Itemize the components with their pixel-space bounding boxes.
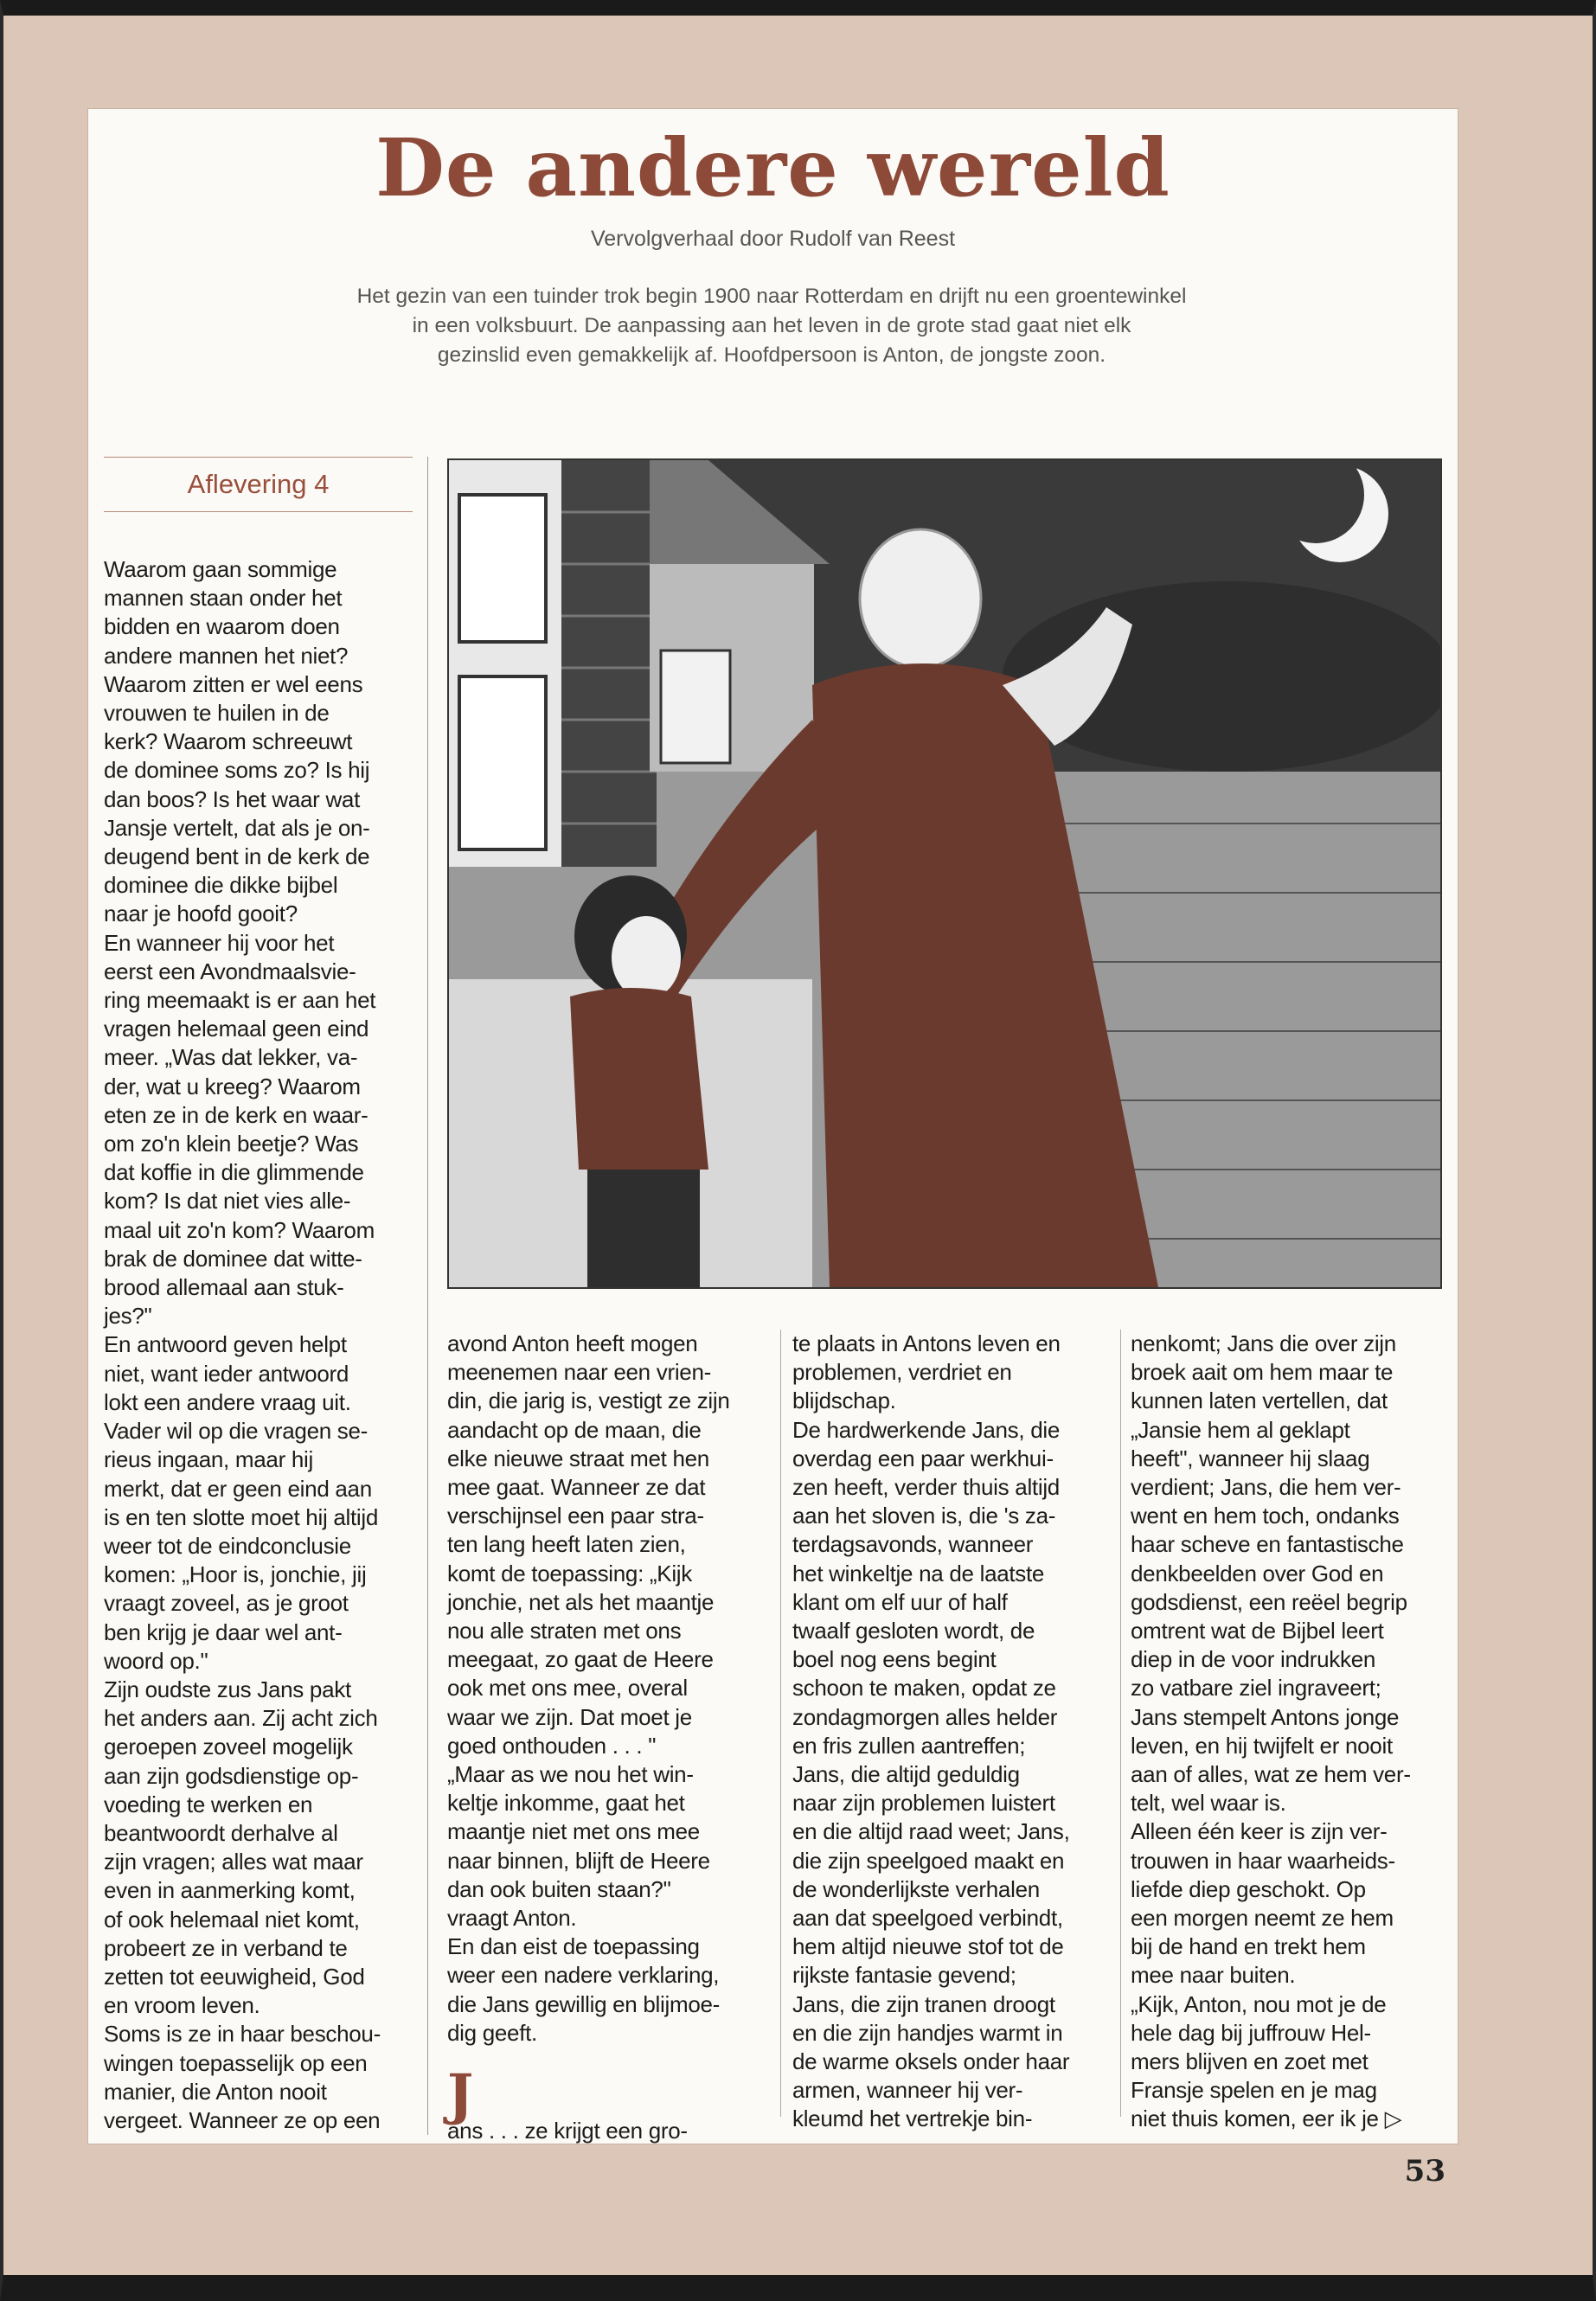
text-line: het winkeltje na de laatste [792, 1560, 1045, 1586]
text-line: godsdienst, een reëel begrip [1131, 1588, 1407, 1615]
intro-line: gezinslid even gemakkelijk af. Hoofdpersoon is Anton, de jongste zoon. [437, 343, 1106, 367]
text-line: nou alle straten met ons [447, 1618, 682, 1644]
text-line: die Jans gewillig en blijmoe- [447, 1990, 721, 2017]
text-line: brak de dominee dat witte- [104, 1245, 362, 1272]
text-column-1 [104, 555, 381, 2135]
text-line: meenemen naar een vrien- [447, 1359, 711, 1386]
story-illustration [447, 458, 1442, 1289]
text-line: hem altijd nieuwe stof tot de [792, 1933, 1064, 1960]
text-line: vraagt Anton. [447, 1905, 577, 1932]
text-line: kunnen laten vertellen, dat [1131, 1388, 1388, 1414]
text-line: verschijnsel een paar stra- [447, 1503, 704, 1529]
text-line: Waarom gaan sommige [104, 556, 337, 582]
text-line: „Jansie hem al geklapt [1131, 1416, 1350, 1443]
text-line: blijdschap. [792, 1388, 896, 1414]
text-line: diep in de voor indrukken [1131, 1646, 1376, 1673]
text-line: weer tot de eindconclusie [104, 1532, 351, 1559]
text-line: Fransje spelen en je mag [1131, 2077, 1377, 2104]
text-line: elke nieuwe straat met hen [447, 1445, 709, 1471]
text-line: bidden en waarom doen [104, 613, 340, 640]
illustration-woman-boy-moon [449, 460, 1440, 1287]
text-line: probeert ze in verband te [104, 1934, 348, 1961]
text-line: Jans, die zijn tranen droogt [792, 1990, 1055, 2017]
text-line: En dan eist de toepassing [447, 1933, 700, 1960]
text-line: de warme oksels onder haar [792, 2048, 1070, 2075]
text-line: mers blijven en zoet met [1131, 2048, 1368, 2075]
text-line: beantwoordt derhalve al [104, 1819, 338, 1846]
text-line: mee gaat. Wanneer ze dat [447, 1474, 706, 1501]
text-line: aan of alles, wat ze hem ver- [1131, 1761, 1411, 1788]
text-line: merkt, dat er geen eind aan [104, 1475, 372, 1502]
text-line: dat koffie in die glimmende [104, 1159, 364, 1186]
text-line: om zo'n klein beetje? Was [104, 1131, 359, 1157]
text-line: ans . . . ze krijgt een gro- [447, 2118, 688, 2144]
text-line: een morgen neemt ze hem [1131, 1905, 1394, 1932]
text-line: lokt een andere vraag uit. [104, 1388, 351, 1415]
text-line: komen: „Hoor is, jonchie, jij [104, 1561, 367, 1588]
text-line: dig geeft. [447, 2019, 537, 2046]
text-line: overdag een paar werkhui- [792, 1445, 1054, 1471]
text-line: aan het sloven is, die 's za- [792, 1503, 1056, 1529]
spacer [447, 2048, 730, 2073]
text-line: naar je hoofd gooit? [104, 901, 298, 927]
text-column-3 [792, 1330, 1070, 2134]
text-line: vraagt zoveel, as je groot [104, 1590, 349, 1617]
text-line: Soms is ze in haar beschou- [104, 2021, 381, 2048]
text-line: niet thuis komen, eer ik je ▷ [1131, 2106, 1402, 2132]
text-line: boel nog eens begint [792, 1646, 997, 1673]
text-line: Vader wil op die vragen se- [104, 1418, 369, 1445]
text-line: haar scheve en fantastische [1131, 1531, 1404, 1558]
text-line: waar we zijn. Dat moet je [447, 1703, 692, 1730]
text-line: mannen staan onder het [104, 585, 343, 612]
intro-line: Het gezin van een tuinder trok begin 1900 naar Rotterdam en drijft nu een groentewinkel [356, 285, 1187, 308]
text-line: mee naar buiten. [1131, 1962, 1296, 1989]
text-line: andere mannen het niet? [104, 642, 349, 669]
text-line: eerst een Avondmaalsvie- [104, 958, 356, 984]
text-line: even in aanmerking komt, [104, 1877, 356, 1904]
text-line: bij de hand en trekt hem [1131, 1933, 1366, 1960]
text-line: heeft", wanneer hij slaag [1131, 1445, 1370, 1471]
text-line: din, die jarig is, vestigt ze zijn [447, 1388, 730, 1414]
text-line: dominee die dikke bijbel [104, 872, 338, 899]
text-line: denkbeelden over God en [1131, 1560, 1384, 1586]
text-line: avond Anton heeft mogen [447, 1330, 698, 1356]
text-line: terdagsavonds, wanneer [792, 1531, 1034, 1558]
text-line: vrouwen te huilen in de [104, 700, 330, 727]
text-line: weer een nadere verklaring, [447, 1962, 720, 1989]
text-line: het anders aan. Zij acht zich [104, 1705, 378, 1732]
text-line: broek aait om hem maar te [1131, 1359, 1394, 1386]
text-line: naar zijn problemen luistert [792, 1790, 1055, 1817]
text-line: manier, die Anton nooit [104, 2078, 327, 2105]
text-line: vragen helemaal geen eind [104, 1016, 369, 1042]
dropcap-line [447, 2062, 730, 2145]
text-line: voeding te werken en [104, 1791, 313, 1817]
text-line: die zijn speelgoed maakt en [792, 1847, 1065, 1874]
text-line: woord op." [104, 1647, 208, 1674]
text-line: trouwen in haar waarheids- [1131, 1847, 1395, 1874]
text-line: te plaats in Antons leven en [792, 1330, 1061, 1356]
text-line: zetten tot eeuwigheid, God [104, 1963, 365, 1990]
column-divider [1120, 1330, 1121, 2117]
text-line: twaalf gesloten wordt, de [792, 1618, 1035, 1644]
text-line: rieus ingaan, maar hij [104, 1446, 313, 1473]
text-line: geroepen zoveel mogelijk [104, 1734, 353, 1760]
text-line: eten ze in de kerk en waar- [104, 1101, 369, 1128]
text-line: der, wat u kreeg? Waarom [104, 1073, 361, 1099]
text-line: En wanneer hij voor het [104, 929, 335, 956]
text-line: kerk? Waarom schreeuwt [104, 728, 353, 755]
intro-line: in een volksbuurt. De aanpassing aan het leven in de grote stad gaat niet elk [412, 314, 1131, 337]
text-line: en fris zullen aantreffen; [792, 1732, 1026, 1759]
text-line: zondagmorgen alles helder [792, 1703, 1058, 1730]
text-line: leven, en hij twijfelt er nooit [1131, 1732, 1393, 1759]
text-line: nenkomt; Jans die over zijn [1131, 1330, 1396, 1356]
text-line: Zijn oudste zus Jans pakt [104, 1676, 351, 1702]
text-line: ook met ons mee, overal [447, 1675, 688, 1702]
text-line: schoon te maken, opdat ze [792, 1675, 1056, 1702]
text-line: Waarom zitten er wel eens [104, 670, 363, 697]
text-line: jes?" [104, 1303, 152, 1330]
text-line: maal uit zo'n kom? Waarom [104, 1216, 375, 1243]
text-line: Jans stempelt Antons jonge [1131, 1703, 1400, 1730]
text-line: „Maar as we nou het win- [447, 1761, 694, 1788]
text-line: zo vatbare ziel ingraveert; [1131, 1675, 1381, 1702]
text-line: ben krijg je daar wel ant- [104, 1618, 343, 1645]
column-divider [780, 1330, 781, 2117]
text-line: En antwoord geven helpt [104, 1331, 347, 1358]
text-line: niet, want ieder antwoord [104, 1360, 349, 1387]
page-number: 53 [1404, 2154, 1445, 2189]
article-title: De andere wereld [375, 121, 1170, 215]
magazine-page [88, 109, 1458, 2144]
text-line: ten lang heeft laten zien, [447, 1531, 686, 1558]
text-line: vergeet. Wanneer ze op een [104, 2106, 381, 2133]
text-line: liefde diep geschokt. Op [1131, 1875, 1366, 1902]
text-line: Jansje vertelt, dat als je on- [104, 814, 370, 841]
text-line: wingen toepasselijk op een [104, 2049, 368, 2076]
text-line: de wonderlijkste verhalen [792, 1875, 1040, 1902]
text-line: rijkste fantasie gevend; [792, 1962, 1016, 1989]
text-line: en vroom leven. [104, 1992, 260, 2019]
text-line: meer. „Was dat lekker, va- [104, 1044, 358, 1071]
text-line: problemen, verdriet en [792, 1359, 1012, 1386]
text-line: goed onthouden . . . " [447, 1732, 657, 1759]
text-line: dan ook buiten staan?" [447, 1875, 671, 1902]
article-intro [227, 282, 1317, 370]
text-line: naar binnen, blijft de Heere [447, 1847, 710, 1874]
episode-label: Aflevering 4 [104, 457, 413, 512]
text-line: aan zijn godsdienstige op- [104, 1762, 359, 1789]
text-line: kleumd het vertrekje bin- [792, 2106, 1033, 2132]
text-line: keltje inkomme, gaat het [447, 1790, 685, 1817]
text-line: brood allemaal aan stuk- [104, 1274, 344, 1301]
text-line: Alleen één keer is zijn ver- [1131, 1818, 1388, 1845]
text-line: went en hem toch, ondanks [1131, 1503, 1400, 1529]
text-line: Jans, die altijd geduldig [792, 1761, 1020, 1788]
text-line: en die zijn handjes warmt in [792, 2019, 1063, 2046]
text-column-2 [447, 1330, 730, 2145]
article-byline: Vervolgverhaal door Rudolf van Reest [590, 227, 956, 251]
text-line: ring meemaakt is er aan het [104, 987, 376, 1014]
text-line: jonchie, net als het maantje [447, 1588, 715, 1615]
text-line: de dominee soms zo? Is hij [104, 757, 370, 784]
text-line: kom? Is dat niet vies alle- [104, 1188, 351, 1215]
text-line: en die altijd raad weet; Jans, [792, 1818, 1070, 1845]
text-line: dan boos? Is het waar wat [104, 785, 361, 812]
text-line: zen heeft, verder thuis altijd [792, 1474, 1060, 1501]
text-line: is en ten slotte moet hij altijd [104, 1503, 379, 1530]
drop-cap: J [447, 2062, 473, 2128]
text-line: „Kijk, Anton, nou mot je de [1131, 1990, 1387, 2017]
text-line: zijn vragen; alles wat maar [104, 1849, 363, 1875]
text-column-4 [1131, 1330, 1411, 2134]
text-line: komt de toepassing: „Kijk [447, 1560, 692, 1586]
text-line: aan dat speelgoed verbindt, [792, 1905, 1063, 1932]
text-line: hele dag bij juffrouw Hel- [1131, 2019, 1371, 2046]
text-line: armen, wanneer hij ver- [792, 2077, 1023, 2104]
text-line: meegaat, zo gaat de Heere [447, 1646, 714, 1673]
column-divider [427, 457, 428, 2135]
text-line: aandacht op de maan, die [447, 1416, 702, 1443]
text-line: telt, wel waar is. [1131, 1790, 1286, 1817]
text-line: klant om elf uur of half [792, 1588, 1008, 1615]
text-line: De hardwerkende Jans, die [792, 1416, 1061, 1443]
text-line: omtrent wat de Bijbel leert [1131, 1618, 1384, 1644]
text-line: deugend bent in de kerk de [104, 843, 370, 870]
text-line: verdient; Jans, die hem ver- [1131, 1474, 1401, 1501]
text-line: maantje niet met ons mee [447, 1818, 700, 1845]
text-line: of ook helemaal niet komt, [104, 1906, 360, 1932]
